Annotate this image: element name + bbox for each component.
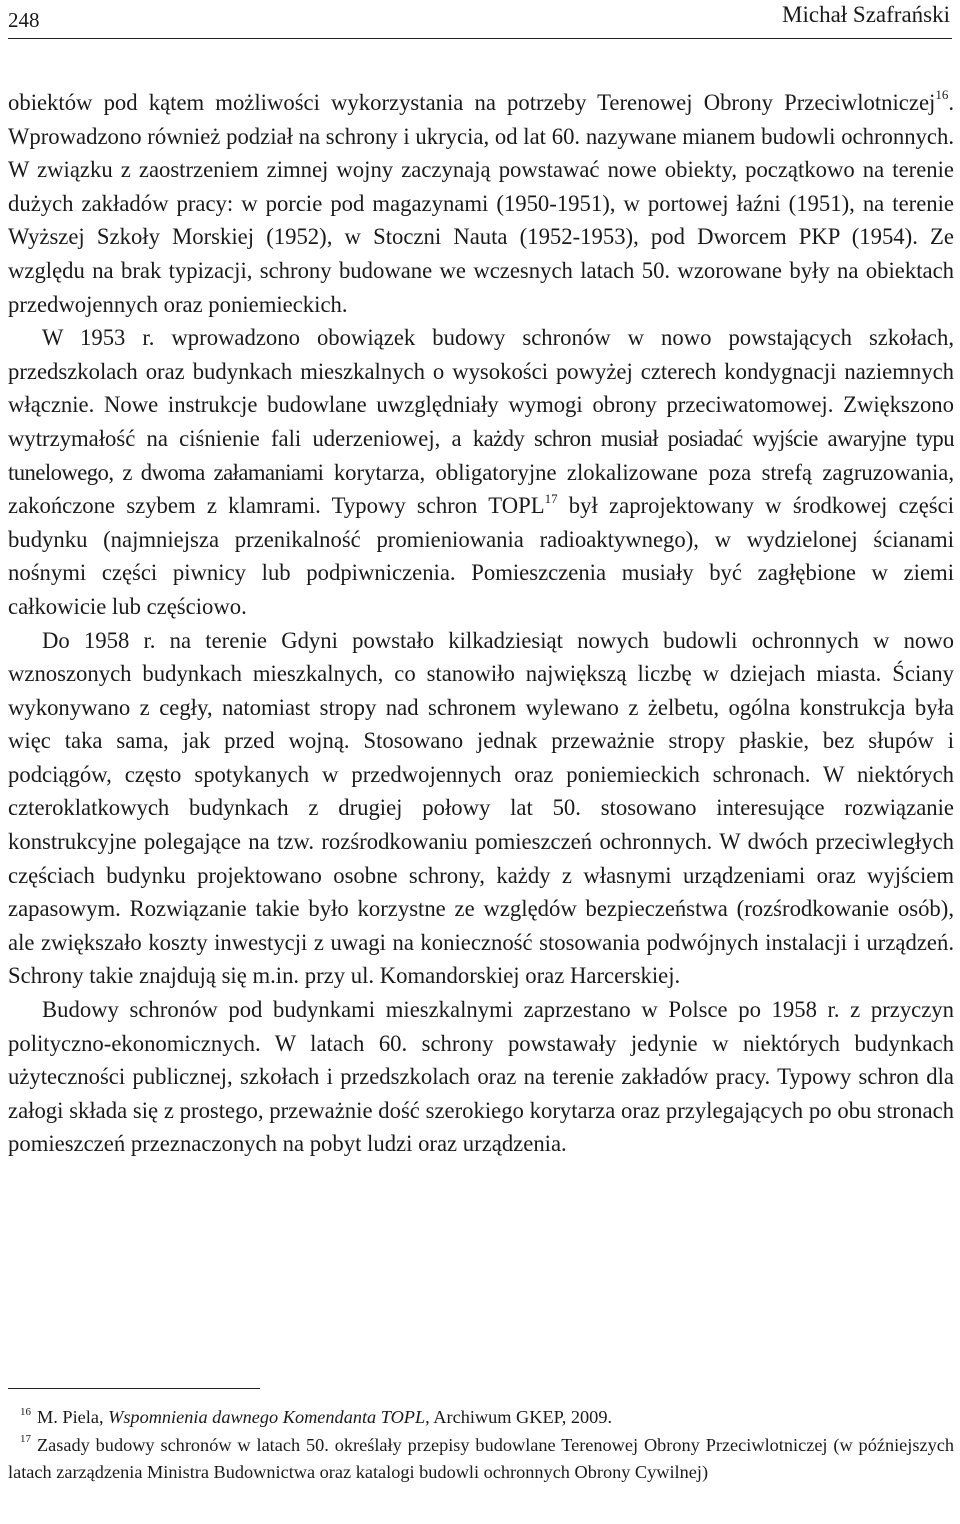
footnote-17: [8, 1432, 954, 1487]
footnote-16: [8, 1404, 954, 1432]
paragraph-3: Do 1958 r. na terenie Gdyni powstało kilkadziesiąt nowych budowli ochronnych w nowo wznoszonych budynkach mieszkalnych, co stanowiło największą liczbę w dziejach miasta. Ściany wykonywano z cegły, natomiast stropy nad schronem wylewano z żelbetu, ogólna konstrukcja była więc taka sama, jak przed wojną. Stosowano jednak przeważnie stropy płaskie, bez słupów i podciągów, często spotykanych w przedwojennych oraz poniemieckich schronach. W niektórych czteroklatkowych budynkach z drugiej połowy lat 50. stosowano interesujące rozwiązanie konstrukcyjne polegające na tzw. rozśrodkowaniu pomieszczeń ochronnych. W dwóch przeciwległych częściach budynku projektowano osobne schrony, każdy z własnymi urządzeniami oraz wyjściem zapasowym. Rozwiązanie takie było korzystne ze względów bezpieczeństwa (rozśrodkowanie osób), ale zwiększało koszty inwestycji z uwagi na konieczność stosowania podwójnych instalacji i urządzeń. Schrony takie znajdują się m.in. przy ul. Komandorskiej oraz Harcerskiej.: [8, 627, 954, 989]
page-number: 248: [8, 8, 40, 32]
footnote-title: Wspomnienia dawnego Komendanta TOPL: [108, 1407, 426, 1427]
footnote-text: Zasady budowy schronów w latach 50. określały przepisy budowlane Terenowej Obrony Przeciwlotniczej (w późniejszych latach zarządzenia Ministra Budownictwa oraz katalogi budowli ochronnych Obrony Cywilnej): [8, 1434, 954, 1482]
footnote-ref-17: 17: [544, 490, 558, 506]
footnote-number: 17: [20, 1433, 31, 1446]
footnote-ref-16: 16: [935, 87, 949, 103]
page-header: [8, 0, 952, 39]
footnote-text: M. Piela,: [37, 1407, 109, 1427]
footnote-separator: [8, 1388, 260, 1389]
running-head-author: Michał Szafrański: [782, 2, 950, 27]
paragraph-text: był zaprojektowany w środkowej części budynku (najmniejsza przenikalność promieniowania radioaktywnego), w wydzielonej ścianami nośnymi części piwnicy lub podpiwniczenia. Pomieszczenia musiały być zagłębione w ziemi całkowicie lub częściowo.: [8, 493, 954, 619]
footnotes: [8, 1404, 954, 1487]
paragraph-text: korytarza, obligatoryjne zlokalizowane poza strefą zagruzowania, zakończone szybem z klamrami. Typowy schron TOPL: [8, 459, 954, 519]
paragraph-text-condensed: każdy schron musiał posiadać wyjście awaryjne typu tunelowego, z dwoma załamaniami: [8, 425, 954, 485]
footnote-text: , Archiwum GKEP, 2009.: [425, 1407, 613, 1427]
paragraph-4: Budowy schronów pod budynkami mieszkalnymi zaprzestano w Polsce po 1958 r. z przyczyn polityczno-ekonomicznych. W latach 60. schrony powstawały jedynie w niektórych budynkach użyteczności publicznej, szkołach i przedszkolach oraz na terenie zakładów pracy. Typowy schron dla załogi składa się z prostego, przeważnie dość szerokiego korytarza oraz przylegających po obu stronach pomieszczeń przeznaczonych na pobyt ludzi oraz urządzenia.: [8, 997, 954, 1157]
paragraph-text: . Wprowadzono również podział na schrony i ukrycia, od lat 60. nazywane mianem budowli ochronnych. W związku z zaostrzeniem zimnej wojny zaczynają powstawać nowe obiekty, początkowo na terenie dużych zakładów pracy: w porcie pod magazynami (1950-1951), w portowej łaźni (1951), na terenie Wyższej Szkoły Morskiej (1952), w Stoczni Nauta (1952-1953), pod Dworcem PKP (1954). Ze względu na brak typizacji, schrony budowane we wczesnych latach 50. wzorowane były na obiektach przedwojennych oraz poniemieckich.: [8, 90, 954, 317]
paragraph-text: obiektów pod kątem możliwości wykorzystania na potrzeby Terenowej Obrony Przeciwlotniczej: [8, 90, 936, 115]
paragraph-1: [8, 86, 954, 321]
footnote-number: 16: [20, 1405, 31, 1418]
paragraph-2: [8, 321, 954, 623]
body-text: [8, 86, 954, 1161]
paragraph-text: W 1953 r. wprowadzono obowiązek budowy schronów w nowo powstających szkołach, przedszkolach oraz budynkach mieszkalnych o wysokości powyżej czterech kondygnacji naziemnych włącznie. Nowe instrukcje budowlane uwzględniały wymogi obrony przeciwatomowej. Zwiększono wytrzymałość na ciśnienie fali uderzeniowej, a: [8, 325, 954, 451]
